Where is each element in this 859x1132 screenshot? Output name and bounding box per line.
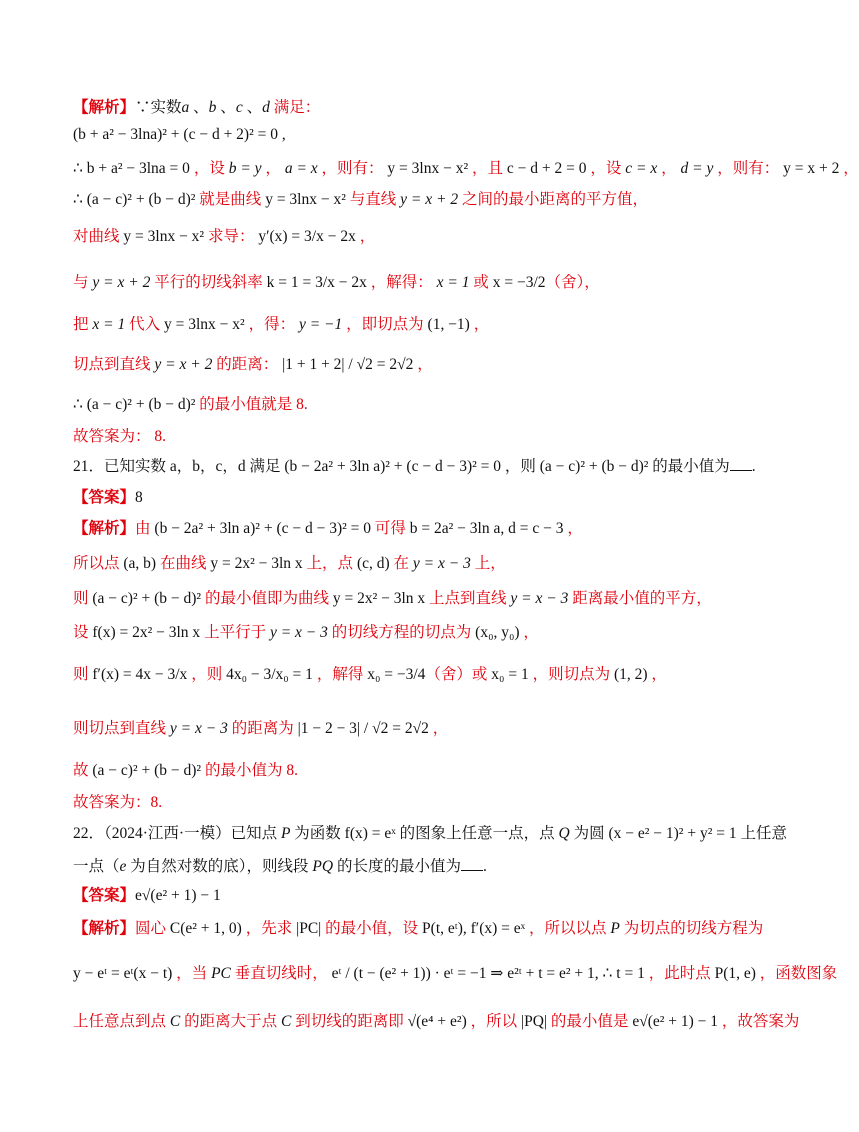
text-run: 上平行于 [200, 624, 270, 641]
text-line-l19 [73, 760, 740, 782]
text-run: P [610, 920, 620, 937]
text-line-l25 [73, 963, 838, 985]
text-run: (b − 2a² + 3ln a)² + (c − d − 3)² = 0 [154, 520, 372, 537]
text-run: y = x + 2 [154, 356, 213, 373]
text-run: 所以点 [73, 555, 124, 572]
text-run: x = 1 [436, 274, 470, 291]
text-run: ， [519, 624, 539, 641]
text-run: 故答案为： 8. [73, 428, 167, 445]
text-run: 之间的最小距离的平方值， [458, 191, 648, 208]
text-run: . [482, 858, 487, 875]
text-run: y = x − 3 [412, 555, 471, 572]
text-run: eᵗ / (t − (e² + 1)) · eᵗ = −1 ⇒ e²ᵗ + t = e² + 1, ∴ t = 1 [331, 965, 645, 982]
text-run: ，所以以点 [525, 920, 611, 937]
text-run: 8 [135, 489, 143, 506]
text-run: 则切点到直线 [73, 720, 170, 737]
text-run: 、 [242, 99, 263, 116]
text-run: y = 2x² − 3ln x [210, 555, 303, 572]
text-run: 代入 [125, 316, 164, 333]
text-run: 与 [73, 274, 93, 291]
text-run: ，故答案为 [718, 1013, 800, 1030]
text-run: y′(x) = 3/x − 2x [258, 228, 356, 245]
text-run: d [262, 99, 270, 116]
text-run: ，则切点为 [528, 666, 614, 683]
text-run: ， [839, 160, 859, 177]
text-run: ，则有： [317, 160, 388, 177]
text-run: ，解得： [366, 274, 437, 291]
section-tag: 【解析】 [73, 920, 136, 937]
text-run: 故答案为：8. [73, 794, 163, 811]
text-run: ，得： [244, 316, 299, 333]
text-run: C [169, 1013, 181, 1030]
text-run: 、 [216, 99, 236, 116]
text-run: 到切线的距离即 [291, 1013, 408, 1030]
text-run: 的距离为 [227, 720, 298, 737]
text-run: ∵实数 [135, 99, 182, 116]
text-run: (b + a² − 3lna)² + (c − d + 2)² = 0 , [73, 126, 286, 143]
text-run: 切点到直线 [73, 356, 155, 373]
text-run: ，设 [189, 160, 229, 177]
text-run: ，设 [586, 160, 626, 177]
text-run: e√(e² + 1) − 1 [135, 887, 221, 904]
text-run: 的最小值为 8. [201, 762, 298, 779]
text-run: 在曲线 [156, 555, 211, 572]
text-run: y = 3lnx − x² [164, 316, 245, 333]
text-run: y = 3lnx − x² [387, 160, 469, 177]
text-run: P(1, e) [714, 965, 756, 982]
text-run: 就是曲线 [195, 191, 266, 208]
text-line-l26 [73, 1011, 800, 1033]
text-run: (c, d) [356, 555, 390, 572]
text-run: ，即切点为 [342, 316, 428, 333]
text-line-l24 [73, 918, 764, 940]
text-run: x = −3/2 [492, 274, 546, 291]
text-run: y = x + 2 [400, 191, 459, 208]
text-line-l2 [73, 124, 740, 146]
text-run: 或 [469, 274, 493, 291]
text-run: （舍）或 [425, 666, 492, 683]
text-run: ∴ (a − c)² + (b − d)² [73, 396, 196, 413]
text-run: |PQ| [521, 1013, 548, 1030]
text-run: ， [469, 316, 490, 333]
text-run: C(e² + 1, 0) [169, 920, 242, 937]
text-line-l13 [73, 518, 740, 540]
text-run: (a − c)² + (b − d)² [92, 762, 202, 779]
text-run: 满足： [269, 99, 321, 116]
text-run: 由 [135, 520, 155, 537]
text-run: PQ [312, 858, 334, 875]
text-line-l16 [73, 622, 740, 644]
text-run: ∴ b + a² − 3lna = 0 [73, 160, 190, 177]
text-run: ， [413, 356, 433, 373]
text-run: C [281, 1013, 292, 1030]
text-run: ， [355, 228, 376, 245]
text-line-l3 [73, 158, 859, 180]
text-run: y = 3lnx − x² [123, 228, 205, 245]
text-run: 的最小值即为曲线 [201, 590, 333, 607]
answer-blank [730, 456, 752, 471]
text-run: ，解得 [312, 666, 368, 683]
text-run: 故 [73, 762, 93, 779]
text-run: 可得 [371, 520, 410, 537]
text-run: a = x [284, 160, 318, 177]
text-line-l1 [73, 97, 740, 119]
text-run: (a, b) [123, 555, 157, 572]
text-run: c − d + 2 = 0 [506, 160, 587, 177]
text-run: 上点到直线 [425, 590, 511, 607]
section-tag: 【答案】 [73, 887, 136, 904]
text-run: ， [563, 520, 583, 537]
text-run: P [280, 825, 291, 842]
text-line-l22 [73, 856, 740, 878]
text-run: e√(e² + 1) − 1 [632, 1013, 719, 1030]
text-run: |1 + 1 + 2| / √2 = 2√2 [282, 356, 414, 373]
text-run: ∴ (a − c)² + (b − d)² [73, 191, 196, 208]
text-run: 21．已知实数 a，b，c，d 满足 (b − 2a² + 3ln a)² + (c − d − 3)² = 0 ，则 (a − c)² + (b − d)² 的最小值为 [73, 458, 730, 475]
text-line-l15 [73, 588, 740, 610]
text-run: 上任意点到点 [73, 1013, 170, 1030]
text-run: 平行的切线斜率 [150, 274, 267, 291]
text-line-l9 [73, 394, 740, 416]
text-line-l17 [73, 664, 740, 686]
text-run: ，则有： [713, 160, 784, 177]
text-run: 设 [73, 624, 93, 641]
text-line-l23 [73, 885, 740, 907]
text-run: (a − c)² + (b − d)² [92, 590, 202, 607]
text-run: 圆心 [135, 920, 170, 937]
text-run: (x₀, y₀) [475, 624, 520, 641]
text-run: 的距离： [212, 356, 283, 373]
text-line-l8 [73, 354, 740, 376]
text-run: y = x + 2 [92, 274, 151, 291]
text-run: ， [261, 160, 285, 177]
text-run: b = y [228, 160, 262, 177]
text-run: (1, 2) [613, 666, 648, 683]
text-run: y − eᵗ = eᵗ(x − t) [73, 965, 173, 982]
text-run: 求导： [204, 228, 259, 245]
text-line-l10 [73, 426, 740, 448]
text-run: ，当 [172, 965, 212, 982]
text-run: 、 [189, 99, 209, 116]
text-run: 上， [470, 555, 506, 572]
text-run: 则 [73, 590, 93, 607]
text-line-l6 [73, 272, 740, 294]
text-run: y = x + 2 [783, 160, 840, 177]
text-run: 与直线 [345, 191, 401, 208]
text-run: x = 1 [92, 316, 126, 333]
text-run: ，此时点 [644, 965, 715, 982]
text-run: e [119, 858, 127, 875]
section-tag: 【解析】 [73, 520, 136, 537]
text-run: (1, −1) [427, 316, 470, 333]
text-run: y = 2x² − 3ln x [332, 590, 426, 607]
text-run: b = 2a² − 3ln a, d = c − 3 [409, 520, 564, 537]
text-run: ，且 [468, 160, 507, 177]
text-run: 上，点 [302, 555, 357, 572]
text-line-l4 [73, 189, 740, 211]
text-run: ，函数图象 [755, 965, 838, 982]
text-run: 22．（2024·江西·一模）已知点 [73, 825, 281, 842]
text-run: 为自然对数的底），则线段 [126, 858, 313, 875]
text-run: d = y [680, 160, 714, 177]
text-run: f′(x) = 4x − 3/x [92, 666, 188, 683]
text-line-l21 [73, 823, 787, 845]
text-run: 距离最小值的平方， [568, 590, 712, 607]
text-run: |PC| [296, 920, 322, 937]
text-run: 的距离大于点 [180, 1013, 281, 1030]
text-run: y = x − 3 [510, 590, 569, 607]
answer-blank [461, 856, 483, 871]
text-run: y = 3lnx − x² [265, 191, 346, 208]
text-run: 为切点的切线方程为 [619, 920, 764, 937]
text-run: ，先求 [241, 920, 297, 937]
text-run: y = x − 3 [269, 624, 328, 641]
text-line-l20 [73, 792, 740, 814]
text-line-l12 [73, 487, 740, 509]
text-run: ，则 [187, 666, 227, 683]
text-run: f(x) = 2x² − 3ln x [92, 624, 201, 641]
text-run: 为函数 f(x) = eˣ 的图象上任意一点，点 [290, 825, 559, 842]
text-run: 在 [389, 555, 413, 572]
text-run: 对曲线 [73, 228, 124, 245]
section-tag: 【答案】 [73, 489, 136, 506]
text-line-l18 [73, 718, 740, 740]
text-run: a [181, 99, 190, 116]
text-run: x₀ = −3/4 [367, 666, 426, 683]
text-run: （舍）， [545, 274, 600, 291]
text-line-l5 [73, 226, 740, 248]
text-run: P(t, eᵗ), f′(x) = eˣ [422, 920, 526, 937]
text-run: y = x − 3 [169, 720, 228, 737]
text-run: ，所以 [466, 1013, 522, 1030]
text-run: 的最小值就是 8. [195, 396, 308, 413]
text-run: ， [657, 160, 681, 177]
text-run: |1 − 2 − 3| / √2 = 2√2 [297, 720, 429, 737]
text-run: y = −1 [298, 316, 343, 333]
text-run: 一点（ [73, 858, 120, 875]
text-run: 的最小值是 [547, 1013, 633, 1030]
text-run: ， [428, 720, 449, 737]
text-line-l7 [73, 314, 740, 336]
text-run: 4x₀ − 3/x₀ = 1 [226, 666, 313, 683]
text-run: ， [647, 666, 667, 683]
text-run: 的最小值，设 [321, 920, 423, 937]
text-run: 为圆 (x − e² − 1)² + y² = 1 上任意 [569, 825, 787, 842]
text-run: c [235, 99, 243, 116]
text-run: 则 [73, 666, 93, 683]
text-run: 的长度的最小值为 [333, 858, 461, 875]
text-run: PC [211, 965, 231, 982]
text-run: k = 1 = 3/x − 2x [266, 274, 367, 291]
text-line-l14 [73, 553, 740, 575]
text-run: 把 [73, 316, 93, 333]
text-run: √(e⁴ + e²) [407, 1013, 467, 1030]
text-run: b [208, 99, 217, 116]
text-run: . [751, 458, 756, 475]
text-run: x₀ = 1 [491, 666, 529, 683]
text-run: 的切线方程的切点为 [327, 624, 476, 641]
section-tag: 【解析】 [73, 99, 136, 116]
text-line-l11 [73, 456, 756, 478]
text-run: Q [558, 825, 570, 842]
text-run: 垂直切线时， [230, 965, 332, 982]
text-run: c = x [625, 160, 658, 177]
